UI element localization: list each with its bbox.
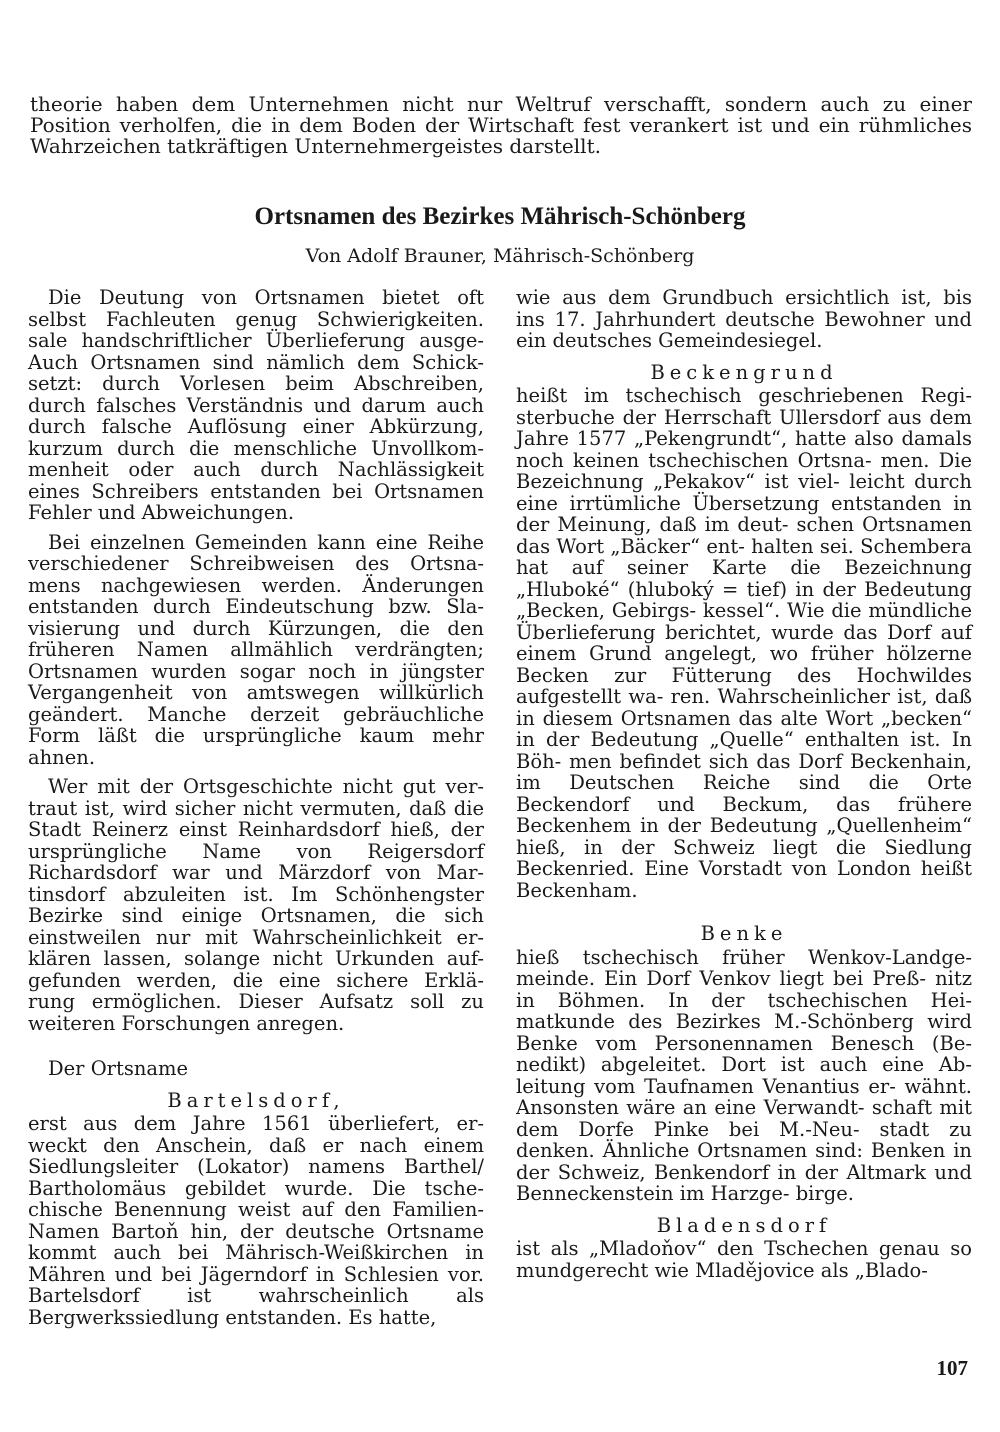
heading-bladensdorf: Bladensdorf bbox=[656, 1213, 832, 1237]
ortsname-intro: Der Ortsname bbox=[48, 1057, 189, 1080]
article-byline: Von Adolf Brauner, Mährisch-Schönberg bbox=[305, 245, 695, 267]
heading-beckengrund: Beckengrund bbox=[650, 360, 838, 384]
heading-benke: Benke bbox=[700, 922, 788, 945]
left-paragraph-3: Wer mit der Ortsgeschichte nicht gut ver- traut ist, wird sicher nicht vermuten, daß die Stadt Reinerz einst Reinhardsdorf hieß, der ursprüngliche Name von Reigersdorf Richardsdorf war und Märzdorf von Mar- tinsdorf abzuleiten ist. Im Schönhengster Bezirke sind einige Ortsnamen, die sich einstweilen nur mit Wahrscheinlichkeit er- klären lassen, solange nicht Urkunden auf- gefunden werden, die eine sichere Erklä- rung ermöglichen. Dieser Aufsatz soll zu weiteren Forschungen anregen. bbox=[28, 775, 484, 1035]
bladensdorf-text: ist als „Mladoňov“ den Tschechen genau so mundgerecht wie Mladějovice als „Blado- bbox=[516, 1237, 972, 1282]
left-paragraph-2: Bei einzelnen Gemeinden kann eine Reihe verschiedener Schreibweisen des Ortsna- mens nachgewiesen werden. Änderungen entstanden durch Eindeutschung bzw. Sla- visierung und durch Kürzungen, die den früheren Namen allmählich verdrängten; Ortsnamen wurden sogar noch in jüngster Vergangenheit von amtswegen willkürlich geändert. Manche derzeit gebräuchliche Form läßt die ursprüngliche kaum mehr ahnen. bbox=[28, 530, 484, 769]
page-number: 107 bbox=[936, 1356, 968, 1380]
right-paragraph-1: wie aus dem Grundbuch ersichtlich ist, bis ins 17. Jahrhundert deutsche Bewohner und ein deutsches Gemeindesiegel. bbox=[516, 286, 972, 352]
intro-paragraph: theorie haben dem Unternehmen nicht nur Weltruf verschafft, sondern auch zu einer Position verholfen, die in dem Boden der Wirtschaft fest verankert ist und ein rühmliches Wahrzeichen tatkräftigen Unternehmergeistes darstellt. bbox=[30, 92, 972, 158]
right-column bbox=[516, 287, 972, 1281]
bartelsdorf-text: erst aus dem Jahre 1561 überliefert, er- weckt den Anschein, daß er nach einem Siedlungsleiter (Lokator) namens Barthel/ Bartholomäus gebildet wurde. Die tsche- chische Benennung weist auf den Familien- Namen Bartoň hin, der deutsche Ortsname kommt auch bei Mährisch-Weißkirchen in Mähren und bei Jägerndorf in Schlesien vor. Bartelsdorf ist wahrscheinlich als Bergwerkssiedlung entstanden. Es hatte, bbox=[28, 1112, 484, 1329]
left-paragraph-1: Die Deutung von Ortsnamen bietet oft selbst Fachleuten genug Schwierigkeiten. sale handschriftlicher Überlieferung ausge- Auch Ortsnamen sind nämlich dem Schick- setzt: durch Vorlesen beim Abschreiben, durch falsches Verständnis und darum auch durch falsche Auflösung einer Abkürzung, kurzum durch die menschliche Unvollkom- menheit oder auch durch Nachlässigkeit eines Schreibers entstanden bei Ortsnamen Fehler und Abweichungen. bbox=[28, 286, 484, 524]
benke-text: hieß tschechisch früher Wenkov-Landge- meinde. Ein Dorf Venkov liegt bei Preß- nitz in Böhmen. In der tschechischen Hei- matkunde des Bezirkes M.-Schönberg wird Benke vom Personennamen Benesch (Be- nedikt) abgeleitet. Dort ist auch eine Ab- leitung vom Taufnamen Venantius er- wähnt. Ansonsten wäre an eine Verwandt- schaft mit dem Dorfe Pinke bei M.-Neu- stadt zu denken. Ähnliche Ortsnamen sind: Benken in der Schweiz, Benkendorf in der Altmark und Benneckenstein im Harzge- birge. bbox=[516, 945, 972, 1205]
article-title: Ortsnamen des Bezirkes Mährisch-Schönberg bbox=[254, 203, 746, 230]
left-column bbox=[28, 287, 484, 1328]
heading-bartelsdorf: Bartelsdorf, bbox=[167, 1088, 345, 1112]
beckengrund-text: heißt im tschechisch geschriebenen Regi- sterbuche der Herrschaft Ullersdorf aus dem Jahre 1577 „Pekengrundt“, hatte also damals noch keinen tschechischen Ortsna- men. Die Bezeichnung „Pekakov“ ist viel- leicht durch eine irrtümliche Übersetzung entstanden in der Meinung, daß im deut- schen Ortsnamen das Wort „Bäcker“ ent- halten sei. Schembera hat auf seiner Karte die Bezeichnung „Hluboké“ (hluboký = tief) in der Bedeutung „Becken, Gebirgs- kessel“. Wie die mündliche Überlieferung berichtet, wurde das Dorf auf einem Grund angelegt, wo früher hölzerne Becken zur Fütterung des Hochwildes aufgestellt wa- ren. Wahrscheinlicher ist, daß in diesem Ortsnamen das alte Wort „becken“ in der Bedeutung „Quelle“ enthalten ist. In Böh- men befindet sich das Dorf Beckenhain, im Deutschen Reiche sind die Orte Beckendorf und Beckum, das frühere Beckenhem in der Bedeutung „Quellenheim“ hieß, in der Schweiz liegt die Siedlung Beckenried. Eine Vorstadt von London heißt Beckenham. bbox=[516, 384, 972, 902]
